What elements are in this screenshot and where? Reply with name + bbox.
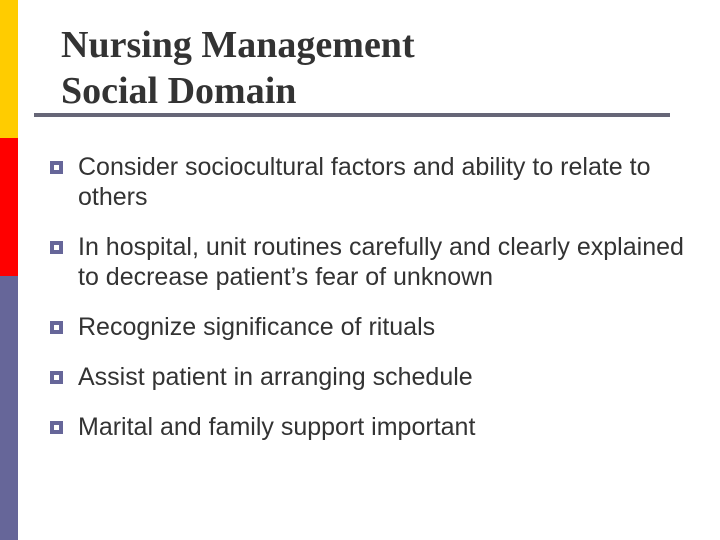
title-underline bbox=[34, 113, 670, 117]
side-bar-yellow bbox=[0, 0, 18, 138]
bullet-text: Recognize significance of rituals bbox=[78, 313, 436, 341]
square-bullet-icon bbox=[50, 161, 63, 174]
bullet-item bbox=[50, 412, 690, 442]
slide-title bbox=[61, 22, 415, 114]
slide-title-line-2: Social Domain bbox=[61, 70, 297, 112]
bullet-item bbox=[50, 362, 690, 392]
bullet-text: Consider sociocultural factors and ability to relate to others bbox=[78, 153, 651, 211]
square-bullet-icon bbox=[50, 371, 63, 384]
square-bullet-icon bbox=[50, 321, 63, 334]
square-bullet-icon bbox=[50, 421, 63, 434]
bullet-list bbox=[50, 152, 690, 462]
slide-title-line-1: Nursing Management bbox=[61, 24, 415, 66]
bullet-item bbox=[50, 232, 690, 292]
bullet-text: Marital and family support important bbox=[78, 413, 476, 441]
bullet-text: Assist patient in arranging schedule bbox=[78, 363, 473, 391]
bullet-item bbox=[50, 312, 690, 342]
bullet-item bbox=[50, 152, 690, 212]
square-bullet-icon bbox=[50, 241, 63, 254]
side-bar-blue bbox=[0, 276, 18, 540]
bullet-text: In hospital, unit routines carefully and clearly explained to decrease patient’s fear of unknown bbox=[78, 233, 684, 291]
side-bar-red bbox=[0, 138, 18, 276]
